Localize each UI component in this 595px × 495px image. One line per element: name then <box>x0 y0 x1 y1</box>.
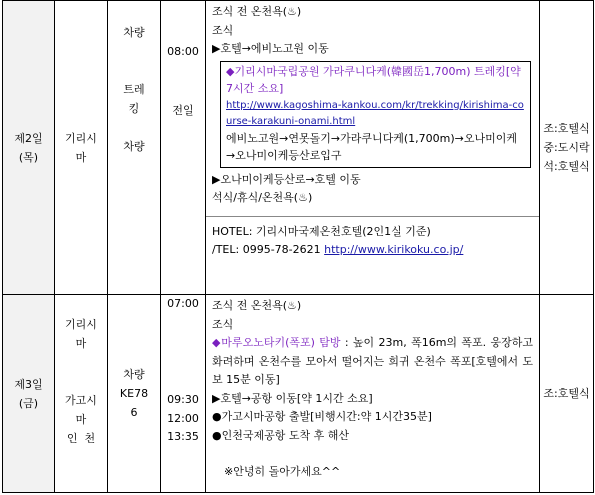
day2-time: 전일 <box>172 104 194 117</box>
day2-label: 제2일 <box>14 131 43 145</box>
day3-line: ▶호텔→공항 이동[약 1시간 소요] <box>212 391 373 405</box>
day3-label: 제3일 <box>14 377 43 391</box>
day3-place-cell <box>55 295 108 493</box>
day3-transport-line: 6 <box>130 406 138 419</box>
day2-transport-cell <box>108 1 161 295</box>
hotel-tel: /TEL: 0995-78-2621 <box>212 243 321 256</box>
day3-weekday: (금) <box>18 396 39 410</box>
day2-line: ▶오나미이케등산로→호텔 이동 <box>212 172 361 186</box>
meal-dinner: 석:호텔식 <box>543 160 590 173</box>
day3-transport-line: 차량 <box>123 368 145 381</box>
day2-day-cell <box>3 1 55 295</box>
day3-line: 조식 전 온천욕(♨) <box>212 299 302 312</box>
day2-line: ▶호텔→에비노고원 이동 <box>212 42 329 55</box>
hotel-name: HOTEL: 기리시마국제온천호텔(2인1실 기준) <box>212 224 431 238</box>
day3-time: 12:00 <box>167 411 199 425</box>
hotel-contact <box>212 241 533 260</box>
day2-row <box>3 1 594 295</box>
day2-place-line: 마 <box>75 150 87 164</box>
day3-time: 07:00 <box>167 297 199 310</box>
day3-row <box>3 295 594 493</box>
farewell-text: ※안녕히 돌아가세요^^ <box>224 465 341 478</box>
waterfall-desc <box>212 334 533 390</box>
day2-transport-line: 트레 <box>123 83 145 96</box>
hotel-divider <box>206 216 539 217</box>
day3-detail-cell <box>206 295 540 493</box>
day3-place-line: 마 <box>75 413 87 426</box>
day2-transport-line: 차량 <box>123 26 145 39</box>
trekking-route: 에비노고원→연못돌기→가라쿠니다케(1,700m)→오나미이케→오나미이케등산로입구 <box>226 131 517 162</box>
trekking-title: ◆기리시마국립공원 가라쿠니다케(韓國岳1,700m) 트레킹[약 7시간 소요] <box>226 64 521 95</box>
meal-lunch: 중:도시락 <box>543 141 590 154</box>
itinerary-table <box>2 0 594 493</box>
waterfall-body: : 높이 23m, 폭16m의 폭포. 웅장하고 화려하며 온천수를 모아서 떨어지는 희귀 온천수 폭포[호텔에서 도보 15분 이동] <box>212 336 533 386</box>
meal-breakfast: 조:호텔식 <box>543 122 590 135</box>
day2-time-cell <box>161 1 206 295</box>
day3-time-cell <box>161 295 206 493</box>
day3-time: 09:30 <box>167 393 199 406</box>
day3-place-line: 인 천 <box>66 432 96 445</box>
day3-time: 13:35 <box>167 430 199 443</box>
day3-place-line: 기리시 <box>65 318 97 331</box>
day2-transport-line: 킹 <box>128 102 140 115</box>
day3-transport-cell <box>108 295 161 493</box>
trekking-link[interactable]: http://www.kagoshima-kankou.com/kr/trekking/kirishima-course-karakuni-onami.html <box>226 99 524 127</box>
day3-transport-line: KE78 <box>119 387 149 400</box>
day3-day-cell <box>3 295 55 493</box>
day3-line: ●인천국제공항 도착 후 해산 <box>212 428 349 442</box>
day3-line: ●가고시마공항 출발[비행시간:약 1시간35분] <box>212 410 432 423</box>
day2-meal-cell <box>540 1 594 295</box>
day2-transport-line: 차량 <box>123 140 145 153</box>
day2-line: 석식/휴식/온천욕(♨) <box>212 191 313 204</box>
day3-place-line: 마 <box>75 337 87 350</box>
day3-line: 조식 <box>212 317 234 331</box>
day2-place-cell <box>55 1 108 295</box>
day2-line: 조식 <box>212 23 234 37</box>
hotel-website-link[interactable]: http://www.kirikoku.co.jp/ <box>324 243 464 256</box>
trekking-box <box>220 61 531 168</box>
day2-detail-cell <box>206 1 540 295</box>
day3-meal-cell <box>540 295 594 493</box>
day2-weekday: (목) <box>18 150 39 164</box>
day3-place-line: 가고시 <box>65 394 97 407</box>
waterfall-title: ◆마루오노타키(폭포) 탐방 <box>212 336 341 349</box>
meal-breakfast: 조:호텔식 <box>543 387 590 400</box>
day2-line: 조식 전 온천욕(♨) <box>212 5 302 18</box>
day2-time: 08:00 <box>167 45 199 58</box>
day2-place-line: 기리시 <box>65 131 97 145</box>
